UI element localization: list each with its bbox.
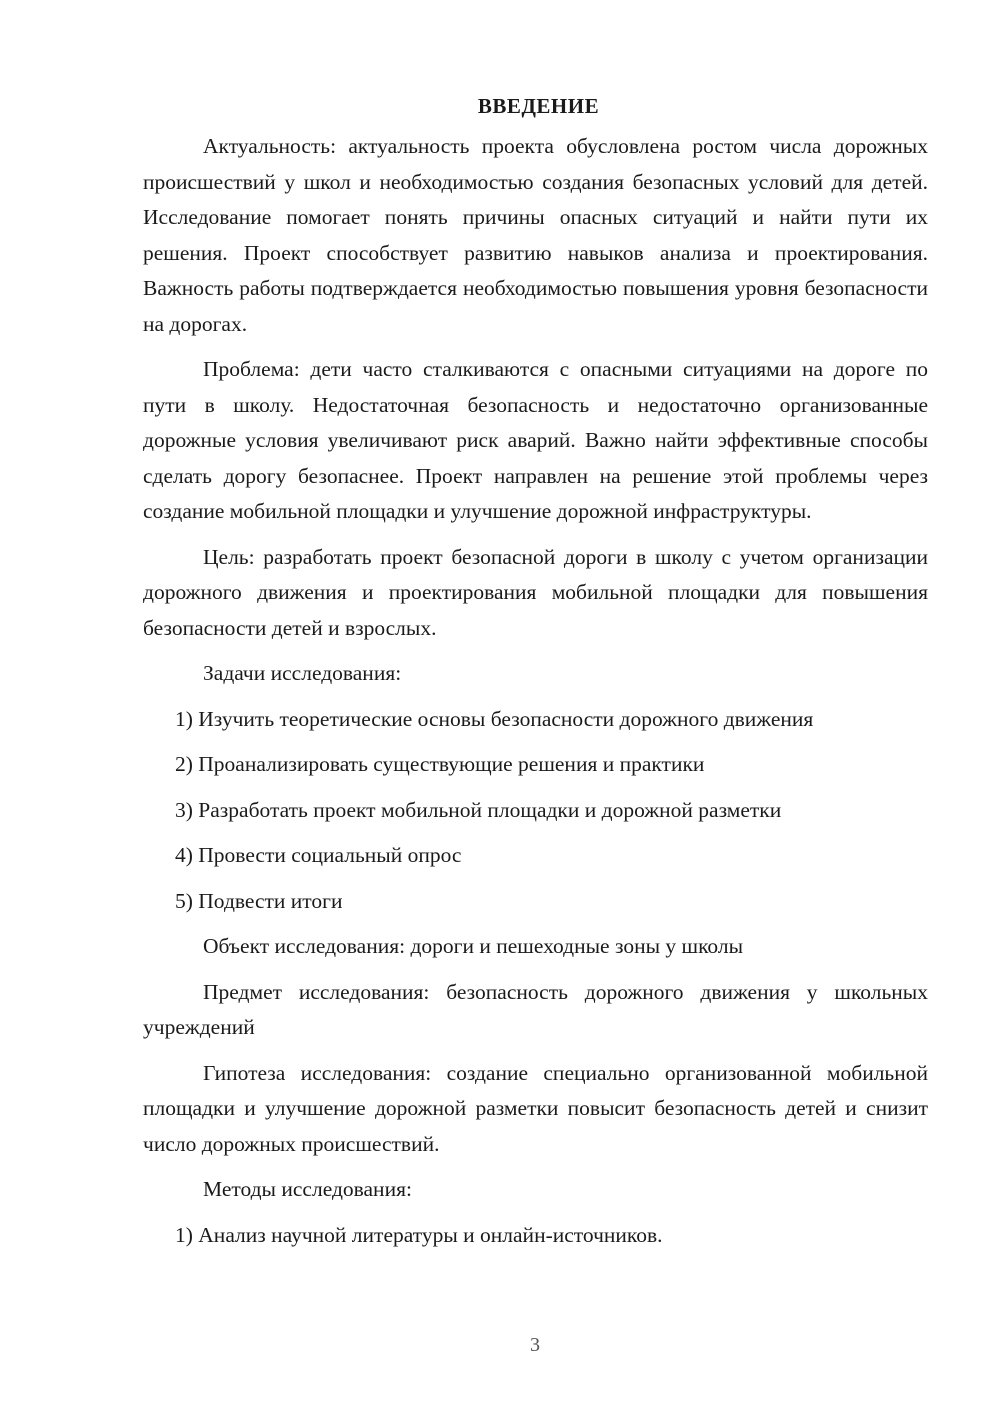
- list-item: 5) Подвести итоги: [175, 888, 343, 913]
- document-page: [143, 90, 928, 1263]
- section-title: ВВЕДЕНИЕ: [477, 94, 600, 118]
- list-item: 4) Провести социальный опрос: [175, 843, 462, 867]
- tasks-heading: Задачи исследования:: [203, 661, 402, 685]
- tasks-list: [143, 702, 928, 920]
- methods-list: [143, 1218, 928, 1254]
- problem-paragraph: Проблема: дети часто сталкиваются с опасными ситуациями на дороге по пути в школу. Недостаточная безопасность и недостаточно организованные дорожные условия увеличивают риск аварий. Важно найти эффективные способы сделать дорогу безопаснее. Проект направлен на решение этой проблемы через создание мобильной площадки и улучшение дорожной инфраструктуры.: [143, 357, 928, 523]
- list-item: 3) Разработать проект мобильной площадки и дорожной разметки: [175, 797, 782, 822]
- list-item: 1) Анализ научной литературы и онлайн-источников.: [175, 1222, 663, 1247]
- list-item: 2) Проанализировать существующие решения и практики: [175, 752, 705, 776]
- object-paragraph: Объект исследования: дороги и пешеходные зоны у школы: [203, 934, 744, 958]
- page-number: 3: [530, 1334, 540, 1356]
- methods-heading: Методы исследования:: [203, 1177, 412, 1201]
- hypothesis-paragraph: Гипотеза исследования: создание специально организованной мобильной площадки и улучшение дорожной разметки повысит безопасность детей и снизит число дорожных происшествий.: [143, 1060, 928, 1156]
- goal-paragraph: Цель: разработать проект безопасной дороги в школу с учетом организации дорожного движения и проектирования мобильной площадки для повышения безопасности детей и взрослых.: [143, 544, 928, 640]
- list-item: 1) Изучить теоретические основы безопасности дорожного движения: [175, 706, 814, 731]
- relevance-paragraph: Актуальность: актуальность проекта обусловлена ростом числа дорожных происшествий у школ и необходимостью создания безопасных условий для детей. Исследование помогает понять причины опасных ситуаций и найти пути их решения. Проект способствует развитию навыков анализа и проектирования. Важность работы подтверждается необходимостью повышения уровня безопасности на дорогах.: [143, 134, 928, 336]
- subject-paragraph: Предмет исследования: безопасность дорожного движения у школьных учреждений: [143, 979, 928, 1039]
